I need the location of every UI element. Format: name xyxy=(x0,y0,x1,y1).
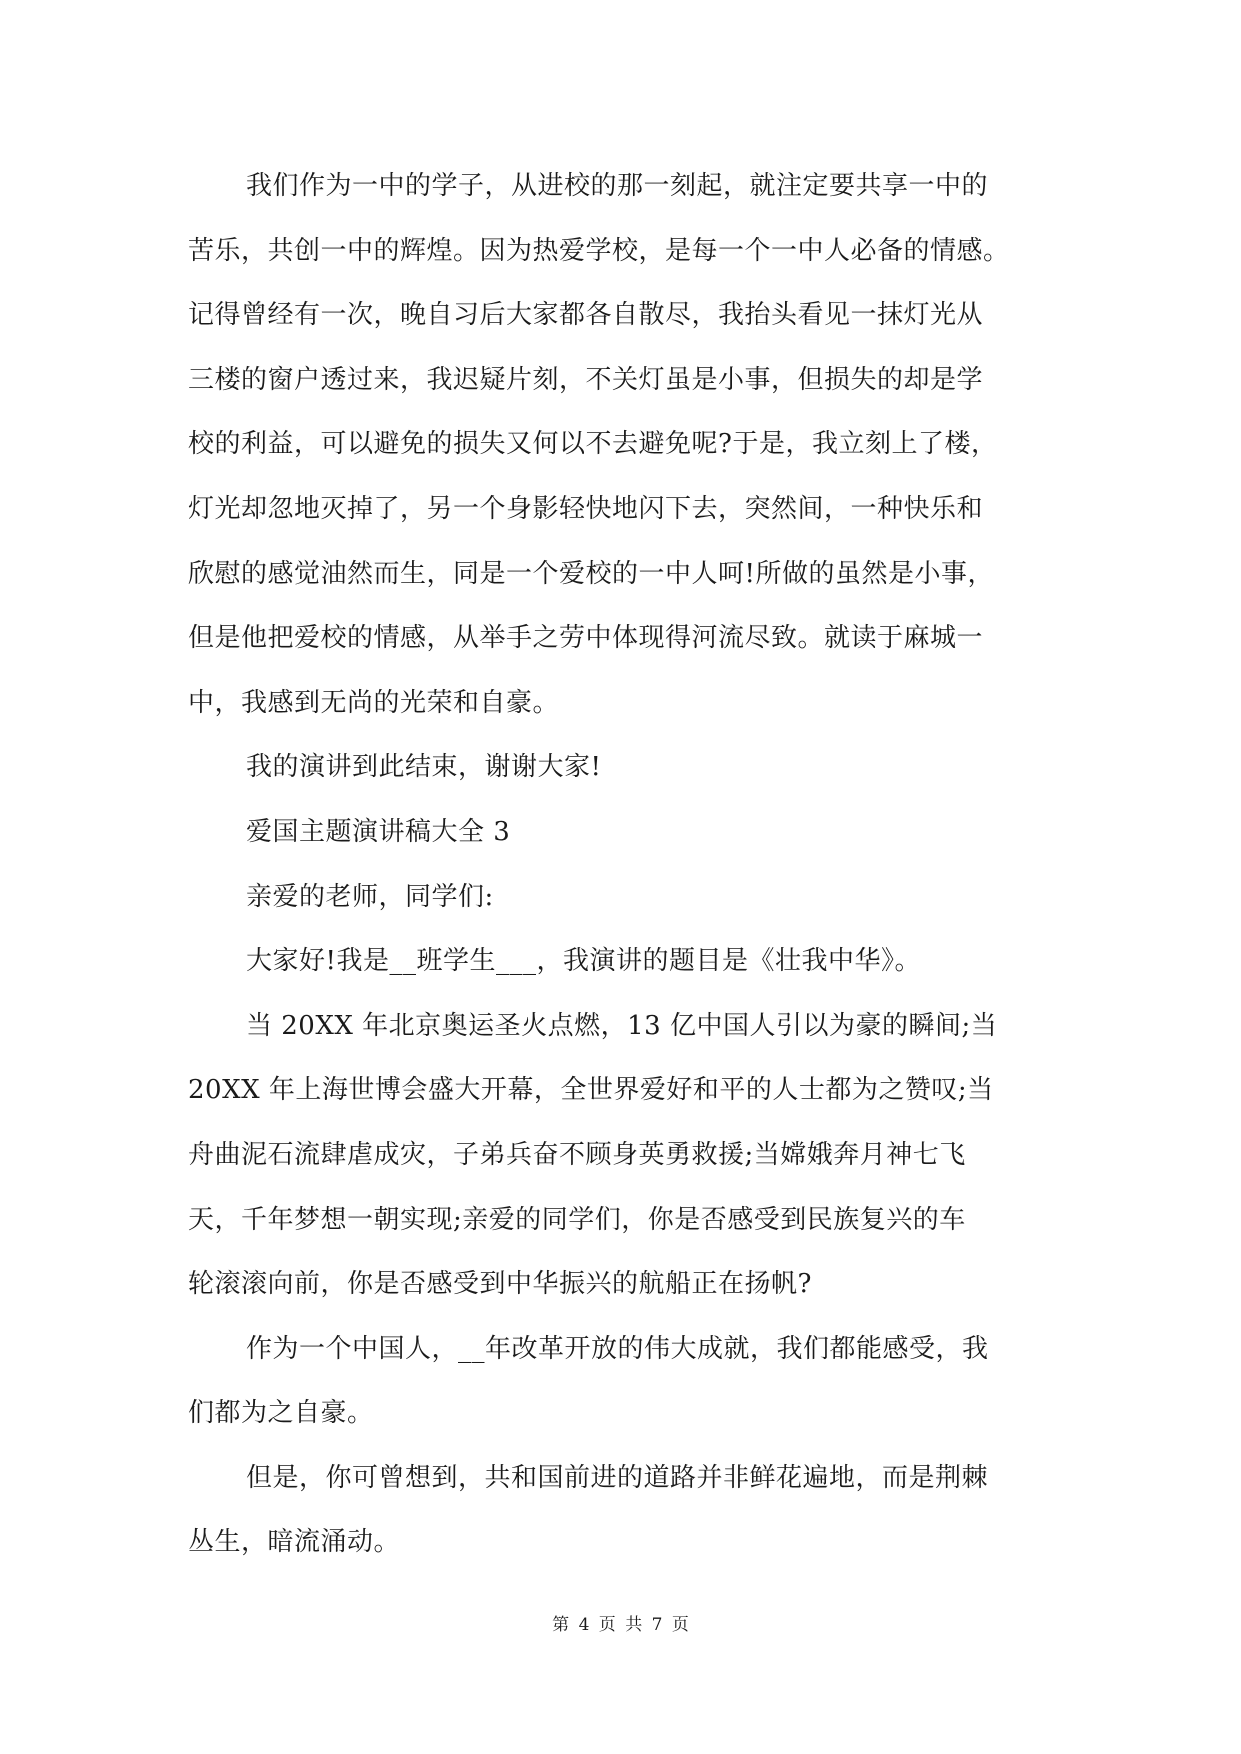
text-line: 但是他把爱校的情感，从举手之劳中体现得河流尽致。就读于麻城一 xyxy=(188,623,984,654)
text-line: 校的利益，可以避免的损失又何以不去避免呢?于是，我立刻上了楼， xyxy=(188,429,998,460)
text-line: 中，我感到无尚的光荣和自豪。 xyxy=(188,687,560,718)
text-line: 大家好!我是__班学生___，我演讲的题目是《壮我中华》。 xyxy=(246,946,921,977)
text-line: 欣慰的感觉油然而生，同是一个爱校的一中人呵!所做的虽然是小事， xyxy=(188,558,994,589)
text-line: 丛生，暗流涌动。 xyxy=(188,1527,401,1558)
text-line: 舟曲泥石流肆虐成灾，子弟兵奋不顾身英勇救援;当嫦娥奔月神七飞 xyxy=(188,1139,966,1170)
text-line: 但是，你可曾想到，共和国前进的道路并非鲜花遍地，而是荆棘 xyxy=(246,1462,989,1493)
text-line: 20XX 年上海世博会盛大开幕，全世界爱好和平的人士都为之赞叹;当 xyxy=(188,1075,994,1106)
text-line: 当 20XX 年北京奥运圣火点燃，13 亿中国人引以为豪的瞬间;当 xyxy=(246,1010,998,1041)
text-line: 爱国主题演讲稿大全 3 xyxy=(246,816,511,847)
text-line: 灯光却忽地灭掉了，另一个身影轻快地闪下去，突然间，一种快乐和 xyxy=(188,493,984,524)
text-line: 我们作为一中的学子，从进校的那一刻起，就注定要共享一中的 xyxy=(246,171,989,201)
text-line: 轮滚滚向前，你是否感受到中华振兴的航船正在扬帆? xyxy=(188,1269,812,1300)
text-line: 们都为之自豪。 xyxy=(188,1398,374,1429)
text-line: 天，千年梦想一朝实现;亲爱的同学们，你是否感受到民族复兴的车 xyxy=(188,1204,966,1235)
text-line: 记得曾经有一次，晚自习后大家都各自散尽，我抬头看见一抹灯光从 xyxy=(188,300,984,331)
text-line: 我的演讲到此结束，谢谢大家! xyxy=(246,752,602,783)
text-line: 亲爱的老师，同学们: xyxy=(246,881,494,912)
text-line: 三楼的窗户透过来，我迟疑片刻，不关灯虽是小事，但损失的却是学 xyxy=(188,364,984,395)
text-line: 苦乐，共创一中的辉煌。因为热爱学校，是每一个一中人必备的情感。 xyxy=(188,235,1010,266)
body-text xyxy=(188,154,1056,1575)
text-line: 作为一个中国人，__年改革开放的伟大成就，我们都能感受，我 xyxy=(246,1333,989,1364)
page-footer: 第 4 页 共 7 页 xyxy=(552,1615,689,1635)
